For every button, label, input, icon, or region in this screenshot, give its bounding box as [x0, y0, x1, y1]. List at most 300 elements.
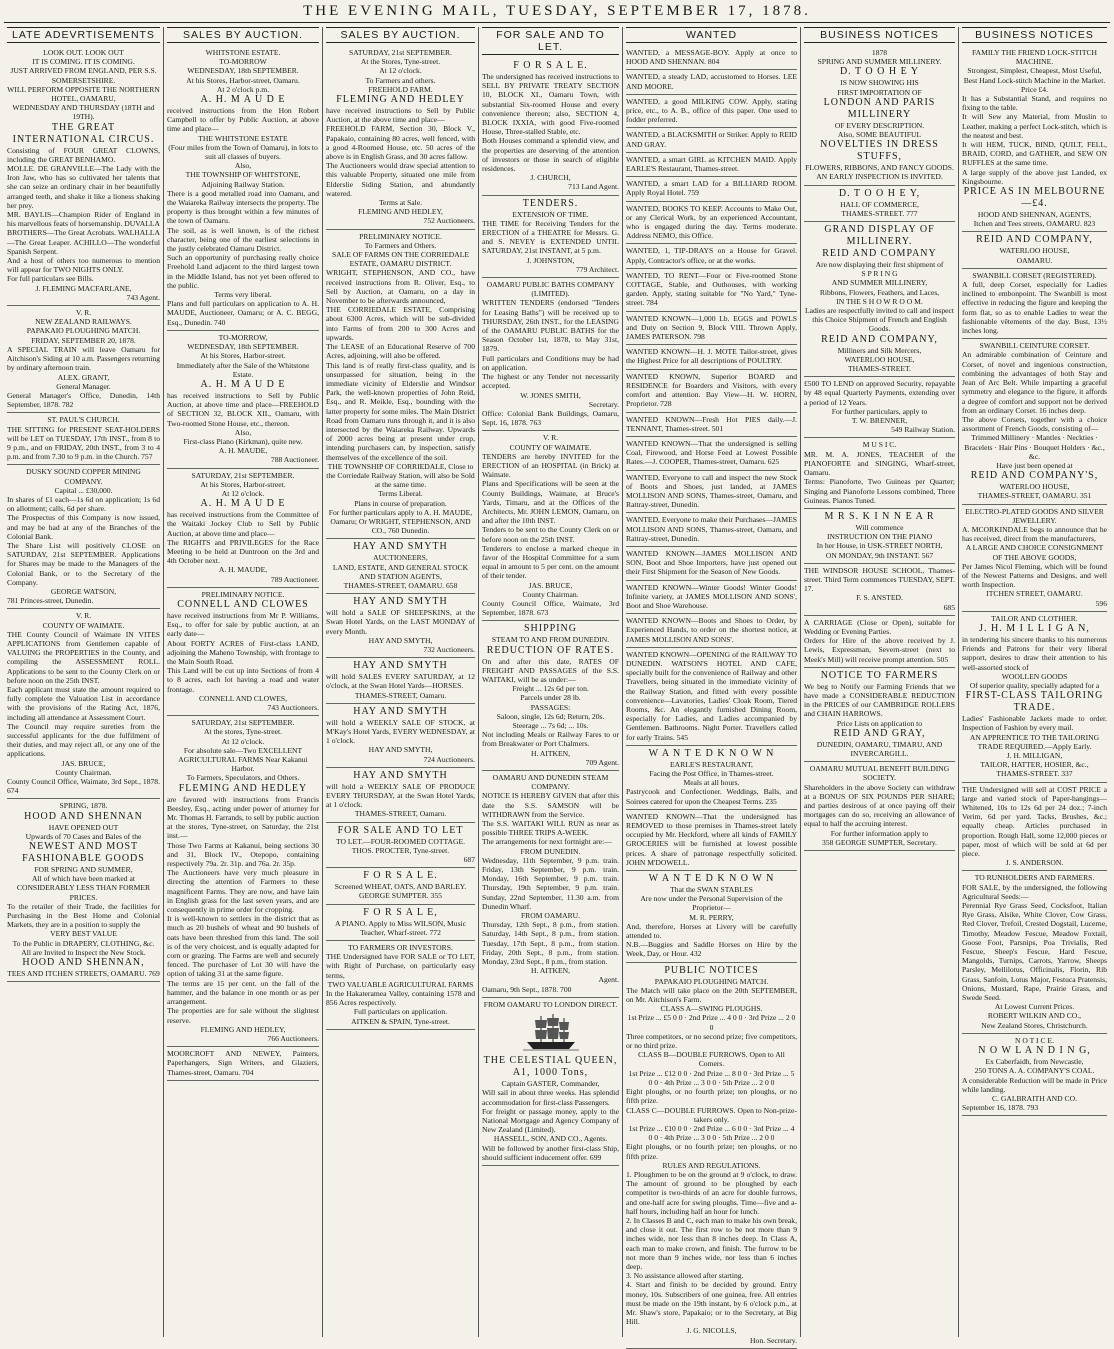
- ad-text: Terms: Pianoforte, Two Guineas per Quarter; Singing and Pianoforte Lessons combined, Three Guineas. Pianos Tuned.: [804, 477, 955, 505]
- advertisement: [167, 331, 319, 469]
- ad-text: SATURDAY, 21st SEPTEMBER.: [191, 470, 295, 480]
- ad-text: REID AND COMPANY,: [976, 234, 1093, 246]
- advertisement: [626, 471, 797, 514]
- ad-text: It has a Substantial Stand, and requires no fixing to the table.: [962, 94, 1107, 113]
- ad-text: LOOK OUT. LOOK OUT: [43, 48, 124, 57]
- ad-text: For further particulars, apply to: [831, 406, 928, 416]
- ad-text: WANTED, a smart GIRL as KITCHEN MAID. Apply EARLE'S Restaurant, Thames-street.: [626, 154, 797, 174]
- ad-text: ALEX. GRANT,: [57, 372, 110, 382]
- advertisement: [626, 177, 797, 201]
- advertisement: [626, 746, 797, 810]
- ad-text: J. G. NICOLLS,: [686, 1326, 737, 1336]
- ad-text: THE CELESTIAL QUEEN, A1, 1000 Tons,: [483, 1055, 618, 1079]
- advertisement: [326, 539, 475, 594]
- ad-text: J. S. ANDERSON.: [1005, 858, 1064, 868]
- ad-text: OAMARU PUBLIC BATHS COMPANY (LIMITED).: [486, 280, 615, 299]
- ad-text: RULES AND REGULATIONS.: [662, 1160, 761, 1170]
- ad-text: 3. No assistance allowed after starting.: [626, 1271, 744, 1281]
- ad-text: WANTED KNOWN—That the undersigned has REMOVED to those premises in Thames-street lately occupied by Mr. Heckford, where all kinds of FAMILY GROCERIES will be furnished at lowest possible prices. A share of patronage respectfully solicited. JOHN M'DOWELL.: [626, 811, 797, 867]
- ad-text: MOORCROFT AND NEWEY, Painters, Paperhangers, Sign Writers, and Glaziers, Thames-street, Oamaru. 704: [167, 1049, 319, 1077]
- masthead: THE EVENING MAIL, TUESDAY, SEPTEMBER 17, 1878.: [303, 3, 811, 19]
- advertisement: [626, 95, 797, 129]
- ad-text: COUNTY OF WAIMATE.: [509, 442, 592, 452]
- ad-text: About FORTY ACRES of First-class LAND, adjoining the Maheno Township, with frontage to the Main South Road.: [167, 638, 319, 666]
- advertisement: [804, 377, 955, 438]
- ad-text: FIRST-CLASS TAILORING TRADE.: [965, 690, 1104, 714]
- ad-text: Meals at all hours.: [683, 778, 740, 788]
- ad-text: SALE OF FARMS ON THE CORRIEDALE ESTATE, OAMARU DISTRICT.: [331, 250, 470, 269]
- advertisement: [482, 278, 619, 431]
- ad-text: FIRST IMPORTATION OF: [837, 87, 922, 97]
- ad-text: J. CHURCH,: [530, 173, 571, 183]
- ad-text: The soil, as is well known, is of the richest character, being one of the earliest selections in the justly celebrated Oamaru District.: [167, 225, 319, 254]
- advertisement: [626, 153, 797, 177]
- ad-text: GEORGE WATSON,: [50, 586, 117, 596]
- ad-text: On and after this date, RATES OF FREIGHT AND PASSAGES of the S.S. WAITAKI, will be as under:—: [482, 656, 619, 684]
- ad-text: SATURDAY, 21st SEPTEMBER.: [349, 48, 452, 57]
- ad-text: IN THE S H O W R O O M.: [836, 296, 923, 306]
- ad-text: C. GALBRAITH AND CO.: [991, 1093, 1077, 1103]
- ad-text: WOOLLEN GOODS: [1001, 671, 1068, 681]
- ad-text: Plans and Specifications will be seen at the County Buildings, Waimate, at Bruce's Yards, Timaru, and at the Offices of the Architects, Mr. JOHN LEMON, Oamaru, on and after the 10th INST.: [482, 479, 619, 526]
- ad-text: The arrangements for next fortnight are:—: [482, 837, 612, 847]
- ad-text: WHITSTONE ESTATE.: [205, 48, 281, 57]
- advertisement: [804, 564, 955, 616]
- ad-text: A SPECIAL TRAIN will leave Oamaru for Aitchison's Siding at 10 a.m. Passengers returning by ordinary afternoon train.: [7, 344, 160, 373]
- ad-text: At Lowest Current Prices.: [994, 1002, 1075, 1012]
- ad-text: Three competitors, or no second prize; five competitors, or no third prize.: [626, 1031, 797, 1051]
- ad-text: WATERLOO HOUSE,: [999, 482, 1070, 492]
- ad-text: JAS. BRUCE,: [61, 758, 106, 768]
- ad-text: PAPAKAIO PLOUGHING MATCH.: [654, 976, 769, 986]
- ad-text: FLOWERS, RIBBONS, AND FANCY GOODS.: [805, 163, 954, 173]
- advertisement: [804, 222, 955, 377]
- ad-text: The S.S. WAITAKI WILL RUN as near as possible THREE TRIPS A-WEEK.: [482, 819, 619, 838]
- ad-text: WANTED KNOWN—OPENING of the RAILWAY TO DUNEDIN. WATSON'S HOTEL AND CAFE, specially built for the convenience of Railway and other Travellers, being situated in the immediate vicinity of the Railway Station, and fitted with every possible convenience—Lavatories, Ladies' Cloak Room, Tiered Rooms, &c. An elegantly furnished Dining Room, especially for Ladies, and Ladies accompanied by Gentlemen. Bathrooms. Night Porter. Travellers called for early Trains. 545: [626, 649, 797, 742]
- ad-text: HAY AND SMYTH: [353, 596, 448, 608]
- advertisement: [626, 202, 797, 245]
- ad-text: A. H. M A U D E: [200, 498, 286, 510]
- ad-text: WEDNESDAY AND THURSDAY (18TH and 19TH).: [12, 103, 155, 122]
- ad-text: At the stores, Tyne-street.: [204, 727, 282, 737]
- ad-text: The Auctioneers have very much pleasure in directing the attention of Farmers to these magnificent Farms. They are now, and have lain in English grass for the last seven years, and are consequently in prime order for cropping.: [167, 868, 319, 915]
- ad-text: At 12 o'clock.: [379, 66, 422, 76]
- advertisement: [962, 232, 1107, 268]
- ad-text: WANTED KNOWN—Boots and Shoes to Order, by Experienced Hands, to order on the shortest notice, at JAMES MOLLISON AND SONS'.: [626, 616, 797, 644]
- ad-text: That the SWAN STABLES: [670, 885, 753, 895]
- column-6: [800, 27, 958, 1337]
- ad-text: HAVE OPENED OUT: [48, 822, 119, 832]
- ad-text: PRICE AS IN MELBOURNE—£4.: [963, 186, 1106, 210]
- ad-text: An admirable combination of Ceinture and Corset, of novel and ingenious construction, combining the advantages of both Stay and Jean of Arc Belt. While imparting a graceful symmetry and elegance to the figure, it affords a degree of comfort and support not be derived from an ordinary Corset. 16 inches deep.: [962, 350, 1107, 415]
- ad-text: All of which have been marked at: [32, 874, 135, 884]
- ad-text: MR. BAYLIS—Champion Rider of England in his marvellous feats of horsemanship. DUVALLA BROTHERS—The Great Acrobats. WALHALLA—The Great Leaper. ACHILLO—The wonderful Spanish Serpent.: [7, 210, 160, 256]
- ad-text: TENDERS.: [522, 197, 579, 209]
- advertisement: [804, 616, 955, 668]
- ad-text: WANTED, 1, TIP-DRAYS on a House for Gravel. Apply, Contractor's office, or at the works.: [626, 246, 797, 265]
- ad-text: A CARRIAGE (Close or Open), suitable for Wedding or Evening Parties.: [804, 617, 955, 636]
- ad-text: Such an opportunity of purchasing really choice Freehold Land adjacent to the third largest town in the Middle Island, has not yet been offered to the public.: [167, 253, 319, 290]
- ad-text: Not including Meals or Railway Fares to or from Breakwater or Port Chalmers.: [482, 730, 619, 749]
- ad-text: 713 Land Agent.: [568, 182, 619, 192]
- ad-text: To Farmers and others.: [365, 75, 436, 85]
- ad-text: Pastrycook and Confectioner. Weddings, Balls, and Soirees catered for upon the Cheapest Terms. 235: [626, 787, 797, 806]
- ad-text: At 12 o'clock.: [221, 488, 265, 498]
- ad-text: ON MONDAY, 9th INSTANT. 567: [825, 550, 934, 560]
- advertisement: [626, 547, 797, 581]
- ad-text: received instructions from the Hon Robert Campbell to offer by Public Auction, at above time and place—: [167, 106, 319, 134]
- ad-text: CLASS C—DOUBLE FURROWS. Open to Non-prize-takers only.: [626, 1105, 797, 1124]
- ad-text: The Council may require sureties from the successful applicants for the due fulfilment of their duties, and may reject all, or any one of the applications.: [7, 721, 160, 759]
- ad-text: WANTED, TO RENT—Four or Five-roomed Stone COTTAGE, Stable, and Outhouses, with working garden. Apply, stating suitable for "No Yard," Tyne-street. 784: [626, 270, 797, 308]
- advertisement: [626, 345, 797, 369]
- ad-text: WANTED KNOWN—JAMES MOLLISON AND SON, Boot and Shoe Importers, have just opened out their First Shipment for the Season of New Goods.: [626, 548, 797, 577]
- advertisement: [804, 509, 955, 564]
- ad-text: F O R S A L E.: [513, 60, 588, 71]
- ad-text: THAMES-STREET, Oamaru.: [354, 690, 447, 700]
- ad-text: First-class Piano (Kirkman), quite new.: [183, 436, 303, 446]
- advertisement: [326, 868, 475, 904]
- ad-text: FREEHOLD FARM, Section 30, Block V., Papakaio, containing 80 acres, well fenced, with a good 4-Roomed House, etc. 50 acres of the above is in English Grass, and 30 acres fallow.: [326, 124, 475, 162]
- ad-text: HAY AND SMYTH,: [368, 635, 433, 645]
- column-heading: WANTED: [626, 27, 797, 43]
- ad-text: To Farmers, Speculators, and Others.: [186, 773, 300, 783]
- ad-text: FLEMING AND HEDLEY,: [358, 207, 443, 217]
- ad-text: All are Invited to Inspect the New Stock.: [21, 947, 146, 957]
- ad-text: AN APPRENTICE TO THE TAILORING TRADE REQUIRED.—Apply Early.: [969, 732, 1100, 751]
- ad-text: MOLLE. DE GRANVILLE—The Lady with the Iron Jaw, who has so cultivated her talents that she can seize an ordinary chair in her beautifully arranged teeth, and shake it like a lioness shaking her prey.: [7, 164, 160, 210]
- ad-text: And a host of others too numerous to mention will appear for TWO NIGHTS ONLY.: [7, 256, 160, 275]
- ad-text: A considerable Reduction will be made in Price while landing.: [962, 1075, 1107, 1094]
- ad-text: will hold SALES EVERY SATURDAY, at 12 o'clock, at the Swan Hotel Yards—HORSES.: [326, 672, 475, 691]
- ad-text: LONDON AND PARIS MILLINERY: [823, 96, 936, 120]
- ad-text: 358 GEORGE SUMPTER, Secretary.: [822, 837, 937, 847]
- advertisement: [804, 186, 955, 222]
- ad-text: HAY AND SMYTH: [353, 660, 448, 672]
- ad-text: HALL OF COMMERCE,: [840, 199, 919, 209]
- advertisement: [804, 668, 955, 762]
- ad-text: Full particulars and Conditions may be had on application.: [482, 353, 619, 372]
- ad-text: FROM DUNEDIN.: [520, 846, 581, 856]
- ad-text: CONNELL AND CLOWES,: [198, 693, 288, 703]
- advertisement: [626, 648, 797, 746]
- ad-text: THAMES-STREET, OAMARU. 351: [977, 491, 1092, 501]
- ad-text: In shares of £1 each—1s 6d on application; 1s 6d on allotment; calls, 6d per share.: [7, 494, 160, 514]
- advertisement: [626, 370, 797, 413]
- ad-text: WANTED KNOWN, Superior BOARD and RESIDENCE for Boarders and Visitors, with every comfort and attention. Bay View—H. W. HORN, Proprietor. 728: [626, 371, 797, 409]
- column-heading: BUSINESS NOTICES: [962, 27, 1107, 43]
- ad-text: ELECTRO-PLATED GOODS AND SILVER JEWELLERY.: [965, 506, 1104, 525]
- advertisement: [962, 1034, 1107, 1116]
- advertisement: [7, 609, 160, 799]
- advertisement: [626, 413, 797, 437]
- ad-text: AUCTIONEERS,: [373, 553, 428, 563]
- ad-text: THAMES-STREET, OAMARU. 658: [343, 580, 458, 590]
- ad-text: THE TIME for Receiving Tenders for the ERECTION of a THEATRE for Messrs. G. and S. NEVEY is EXTENDED UNTIL SATURDAY, 21st INSTANT, at 5 p.m.: [482, 218, 619, 256]
- ad-text: V. R.: [75, 308, 92, 318]
- ad-text: REID AND COMPANY: [822, 248, 937, 260]
- ad-text: 1. Ploughmen to be on the ground at 9 o'clock, to draw. The amount of ground to be ploughed by each competitor is two-thirds of an acre for double furrows, and one-half acre for swing ploughs. Time—five and a-half hours, including half an hour for lunch.: [626, 1169, 797, 1216]
- column-heading: BUSINESS NOTICES: [804, 27, 955, 43]
- ad-text: OAMARU AND DUNEDIN STEAM COMPANY.: [492, 773, 609, 792]
- ad-text: WANTED, a MESSAGE-BOY. Apply at once to HOOD AND SHENNAN. 804: [626, 48, 797, 67]
- ad-text: 789 Auctioneer.: [270, 574, 319, 584]
- ad-text: REDUCTION OF RATES.: [486, 644, 615, 656]
- ad-text: COUNTY OF WAIMATE.: [42, 620, 125, 630]
- column-2: [163, 27, 322, 1337]
- advertisement: [482, 196, 619, 278]
- ad-text: VERY BEST VALUE: [50, 929, 117, 939]
- ad-text: are favored with instructions from Francis Beesley, Esq., acting under power of attorney for Mr. Thomas H. Farrands, to sell by public auction at the stores, Tyne-street, on Saturday, the 21st inst.—: [167, 794, 319, 841]
- ad-text: County Council Office, Waimate, 3rd September, 1878. 673: [482, 598, 619, 618]
- ad-text: WANTED, a steady LAD, accustomed to Horses. LEE AND MOORE.: [626, 72, 797, 91]
- ad-text: Saloon, single, 12s 6d; Return, 20s.: [496, 711, 605, 721]
- advertisement: [482, 621, 619, 771]
- ad-text: Trimmed Millinery · Mantles · Neckties · Bracelets · Hair Pins · Bouquet Holders · &c., &c.: [964, 433, 1105, 461]
- ad-text: HOOD AND SHENNAN: [24, 810, 143, 822]
- ad-text: FAMILY THE FRIEND LOCK-STITCH MACHINE.: [971, 48, 1098, 67]
- ad-text: There is a good metalled road into Oamaru, and the Waiareka Railway intersects the property. The property is thus brought within a few minutes of the town of Oamaru.: [167, 188, 319, 226]
- ad-text: J. H. MILLIGAN,: [1006, 751, 1063, 760]
- ad-text: FOR SALE AND TO LET: [337, 824, 464, 836]
- ad-text: To the retailer of their Trade, the facilities for Purchasing in the Best Home and Colonial Markets, they are in a position to supply the: [7, 901, 160, 930]
- ad-text: Capital ... £30,000.: [54, 485, 113, 495]
- ad-text: THE TOWNSHIP OF WHITSTONE,: [185, 170, 301, 180]
- ad-text: WANTED, Everyone to make their Purchases—JAMES MOLLISON AND SONS, Thames-street, Oamaru, and Rattray-street, Dunedin.: [626, 515, 797, 543]
- ad-text: ITCHEN STREET, OAMARU.: [986, 589, 1083, 599]
- advertisement: [626, 513, 797, 547]
- ad-text: 687: [463, 855, 475, 865]
- ad-text: REID AND GRAY,: [833, 727, 926, 739]
- ad-text: SHIPPING: [523, 623, 577, 635]
- advertisement: [626, 269, 797, 312]
- ad-text: PRELIMINARY NOTICE.: [201, 589, 285, 599]
- ad-text: CONSIDERABLY LESS THAN FORMER PRICES.: [16, 883, 151, 902]
- ad-text: At the Stores, Tyne-street.: [360, 57, 441, 67]
- ad-text: For absolute sale—Two EXCELLENT AGRICULTURAL FARMS Near Kakanui Harbor.: [178, 745, 308, 774]
- ad-text: A PIANO. Apply to Miss WILSON, Music Teacher, Wharf-street. 772: [334, 918, 467, 937]
- ad-text: EXTENSION OF TIME.: [512, 209, 589, 219]
- column-5: [622, 27, 800, 1345]
- ad-text: SWANBILL CEINTURE CORSET.: [979, 341, 1090, 351]
- ad-text: Those Two Farms at Kakanui, being sections 30 and 31, Block IV., Otepopo, containing respectively 79a. 2r. 31p. and 76a. 2r. 35p.: [167, 840, 319, 869]
- advertisement: [804, 438, 955, 508]
- ad-text: DUNEDIN, OAMARU, TIMARU, AND INVERCARGILL.: [816, 739, 943, 758]
- advertisement: [626, 581, 797, 615]
- ad-text: T. W. BRENNER,: [851, 416, 908, 426]
- ad-text: The terms are 15 per cent. on the fall of the hammer, and the balance in one month or as per arrangement.: [167, 978, 319, 1007]
- ad-text: The undersigned has received instructions to SELL BY PRIVATE TREATY SECTION 10, BLOCK XI., Oamaru Town, with substantial Six-roomed House and every convenience thereon; also, SECTION 4, BLOCK IXXIA, with good Five-roomed House, Three-stalled Stable, etc.: [482, 72, 619, 137]
- ad-text: THAMES-STREET. 337: [996, 769, 1073, 779]
- column-heading: LATE ADEVRTISEMENTS: [7, 27, 160, 43]
- ad-text: 250 TONS A. A. COMPANY'S COAL.: [974, 1066, 1095, 1076]
- ad-text: THE County Council of Waimate IN VITES APPLICATIONS from Gentlemen capable of VALUING the PROPERTIES in the County, and compiling the ASSESSMENT ROLL. Applications to be sent to the County Clerk on or before noon on the 25th INST.: [7, 629, 160, 685]
- ad-text: At 2 o'clock p.m.: [216, 84, 270, 94]
- column-heading: SALES BY AUCTION.: [326, 27, 475, 43]
- advertisement: [326, 768, 475, 823]
- ad-text: FREEHOLD FARM.: [368, 84, 433, 94]
- ad-text: GEORGE SUMPTER. 355: [359, 891, 442, 901]
- ad-text: will hold a WEEKLY SALE OF STOCK, at M'Kay's Hotel Yards, EVERY WEDNESDAY, at 1 o'clock.: [326, 717, 475, 746]
- ad-text: HOOD AND SHENNAN,: [22, 957, 145, 969]
- ad-text: 1st Prize ... £10 0 0 · 2nd Prize ... 6 0 0 · 3rd Prize ... 4 0 0 · 4th Prize ... 3 0 0 · 5th Prize ... 2 0 0: [628, 1123, 795, 1143]
- ad-text: M R S. K I N N E A R: [824, 510, 935, 522]
- ad-text: NOTICE IS HEREBY GIVEN that after this date the S.S. SAMSON will be WITHDRAWN from the Service.: [482, 791, 619, 819]
- ad-text: V. R.: [542, 433, 559, 443]
- ad-text: MR. M. A. JONES, TEACHER of the PIANOFORTE and SINGING, Wharf-street, Oamaru.: [804, 449, 955, 478]
- ad-text: For further information apply to: [830, 828, 929, 838]
- ad-text: J. JOHNSTON,: [526, 255, 575, 265]
- ad-text: 781 Princes-street, Dunedin.: [7, 596, 94, 606]
- ad-text: CONNELL AND CLOWES: [177, 598, 309, 610]
- advertisement: [482, 998, 619, 1166]
- ad-text: It will Sew any Material, from Muslin to Leather, making a perfect Lock-stitch, which is the neatest and best.: [962, 112, 1107, 140]
- ad-text: TWO VALUABLE AGRICULTURAL FARMS: [327, 979, 474, 989]
- ad-text: 2. In Classes B and C, each man to make his own break, and close it out. The first row to be not more than 9 inches wide, nor less than 8 inches deep. In Class A, each man to make crown, and finish. The furrow to be not more than 9 inches wide, nor less than 6 inches deep.: [626, 1215, 797, 1271]
- ad-text: THE Undersigned will sell at COST PRICE a large and varied stock of Paper-hangings—Whitened, 10s to 12s 6d per 24 doz.; 7-inch Verim, 6d per yard. Tacks, Brushes, &c.; equally cheap. Articles purchased in proportion. Rough Hall, some 12,000 pieces or paper, most of which will be sold at 6d per piece.: [962, 784, 1107, 859]
- advertisement: [804, 46, 955, 186]
- ad-text: To the Public in DRAPERY, CLOTHING, &c.: [12, 938, 155, 948]
- advertisement: [167, 469, 319, 588]
- ad-text: M. R. PERRY,: [689, 912, 734, 922]
- ad-text: Ladies' Fashionable Jackets made to order. Inspection of Fashion by every mail.: [962, 714, 1107, 733]
- ad-text: FLEMING AND HEDLEY,: [200, 1024, 286, 1034]
- ad-text: The LEASE of an Educational Reserve of 700 Acres, adjoining, will also be offered.: [326, 342, 475, 361]
- ad-text: IS NOW SHOWING HIS: [840, 78, 919, 88]
- ad-text: 685: [943, 602, 955, 612]
- ad-text: PRELIMINARY NOTICE.: [359, 231, 442, 241]
- ad-text: SPRING AND SUMMER MILLINERY.: [817, 57, 942, 67]
- ad-text: WANTED KNOWN—Fresh Hot PIES daily.—J. TENNANT, Thames-street. 501: [626, 414, 797, 433]
- ad-text: 766 Auctioneers.: [267, 1033, 319, 1043]
- ad-text: TAILOR, HATTER, HOSIER, &c.,: [980, 760, 1089, 770]
- ad-text: V. R.: [75, 611, 92, 621]
- advertisement: [326, 230, 475, 540]
- advertisement: [962, 339, 1107, 504]
- ad-text: THE WINDSOR HOUSE SCHOOL, Thames-street. Third Term commences TUESDAY, SEPT. 17.: [804, 565, 955, 594]
- ad-text: The Auctioneers would draw special attention to this valuable Property, situated one mile from Elderslie Siding Station, and abundantly watered.: [326, 161, 475, 198]
- ad-text: OAMARU MUTUAL BENEFIT BUILDING SOCIETY.: [809, 764, 950, 783]
- ad-text: WANTED, a good MILKING COW. Apply, stating price, etc., to A. B., office of this paper. One used to fodder preferred.: [626, 96, 797, 125]
- ad-text: HASSELL, SON, AND CO., Agents.: [493, 1134, 608, 1144]
- ad-text: TENDERS are hereby INVITED for the ERECTION of an HOSPITAL (in Brick) at Waimate.: [482, 451, 619, 480]
- ad-text: At 12 o'clock.: [221, 736, 265, 746]
- ad-text: 1st Prize ... £12 0 0 · 2nd Prize ... 8 0 0 · 3rd Prize ... 5 0 0 · 4th Prize ... 3 0 0 · 5th Prize ... 2 0 0: [628, 1068, 795, 1087]
- ad-text: has received instructions to Sell by Public Auction, at above time and place—FREEHOLD of SECTION 32, BLOCK XII., Oamaru, with Two-roomed Stone House, etc., thereon.: [167, 390, 319, 428]
- ad-text: Eight ploughs, or no fourth prize; ten ploughs, or no fifth prize.: [626, 1087, 797, 1106]
- ad-text: J. FLEMING MACFARLANE,: [35, 283, 132, 293]
- ad-text: September 16, 1878. 793: [962, 1103, 1039, 1113]
- ad-text: F O R S A L E.: [363, 870, 438, 882]
- advertisement: [326, 905, 475, 941]
- ad-text: REID AND COMPANY,: [821, 333, 938, 345]
- ad-text: NEW ZEALAND RAILWAYS.: [35, 317, 132, 327]
- ad-text: For further particulars apply to A. H. MAUDE, Oamaru; Or WRIGHT, STEPHENSON, AND CO., 760 Dunedin.: [328, 507, 473, 536]
- ad-text: TO-MORROW,: [218, 332, 268, 342]
- ad-text: 596: [1095, 598, 1107, 608]
- ad-text: REID AND COMPANY'S,: [970, 470, 1099, 482]
- ad-text: D. T O O H E Y: [839, 66, 920, 78]
- ad-text: Ladies are respectfully invited to call and inspect this Choice Shipment of French and English Goods.: [804, 306, 955, 334]
- ad-text: have received instructions to Sell by Public Auction, at the above time and place—: [326, 106, 475, 125]
- ad-text: D. T O O H E Y,: [838, 187, 921, 199]
- ad-text: WANTED, a smart LAD for a BILLIARD ROOM. Apply Royal Hotel. 759: [626, 179, 797, 198]
- ad-text: THE SITTING for PRESENT SEAT-HOLDERS will be LET on TUESDAY, 17th INST., from 8 to 9 p.m., and on FRIDAY, 20th INST., from 3 to 4 p.m. and from 7.30 to 9 p.m. in the Church. 757: [7, 424, 160, 462]
- ad-text: THE Undersigned have FOR SALE or TO LET, with Right of Purchase, on particularly easy terms,: [326, 952, 475, 980]
- ad-text: 752 Auctioneers.: [423, 216, 475, 226]
- ad-text: WANTED KNOWN—1,000 Lb. EGGS and POWLS and Duty on Section 9, Block VIII. Thrown Apply, JAMES PATERSON. 798: [626, 313, 797, 342]
- advertisement: [962, 505, 1107, 612]
- advertisement: [482, 431, 619, 621]
- ad-text: Tenders to be sent to the County Clerk on or before noon on the 25th INST.: [482, 525, 619, 544]
- ad-text: Ex Caberfaidh, from Newcastle,: [985, 1057, 1084, 1067]
- ad-text: DUSKY SOUND COPPER MINING COMPANY.: [26, 467, 141, 486]
- advertisement: [7, 306, 160, 413]
- ad-text: Have just been opened at: [996, 460, 1073, 470]
- ad-text: THAMES-STREET.: [848, 364, 911, 374]
- ad-text: Oamaru, 9th Sept., 1878. 700: [482, 984, 572, 994]
- ad-text: F. S. ANSTED.: [856, 593, 903, 603]
- ad-text: EARLE'S RESTAURANT,: [670, 759, 753, 769]
- ad-text: New Zealand Stores, Christchurch.: [981, 1020, 1088, 1030]
- ad-text: Each applicant must state the amount required to fully complete the Valuation List in accordance with the provisions of the Rating Act, 1876, including all attendance at Assessment Court.: [7, 685, 160, 722]
- advertisement: [482, 771, 619, 998]
- ad-text: AND SUMMER MILLINERY,: [831, 278, 928, 288]
- ad-text: And, therefore, Horses at Livery will be carefully attended to.: [626, 921, 797, 941]
- advertisement: [326, 594, 475, 658]
- ad-text: WEDNESDAY, 18th SEPTEMBER.: [187, 66, 299, 76]
- ad-text: Will be followed by another first-class Ship, should sufficient inducement offer. 699: [482, 1143, 619, 1162]
- ad-text: THE GREAT INTERNATIONAL CIRCUS.: [12, 121, 155, 145]
- ad-text: A large supply of the above just Landed, ex Kingsbourne.: [962, 167, 1107, 186]
- ad-text: N.B.—Buggies and Saddle Horses on Hire by the Week, Day, or Hour. 432: [626, 940, 797, 959]
- ad-text: HOOD AND SHENNAN, AGENTS,: [977, 210, 1092, 220]
- ad-text: WRIGHT, STEPHENSON, AND CO., have received instructions from R. Oliver, Esq., to Sell by Auction, at Oamaru, on a day in November to be afterwards announced,: [326, 268, 475, 306]
- advertisement: [626, 437, 797, 471]
- ad-text: AN EARLY INSPECTION IS INVITED.: [816, 172, 943, 182]
- ad-text: This Land will be cut up into Sections of from 4 to 8 acres, each lot having a road and water frontage.: [167, 666, 319, 694]
- ad-text: TAILOR AND CLOTHIER.: [991, 613, 1078, 623]
- ad-text: At his Stores, Harbor-street.: [200, 479, 286, 489]
- ad-text: NOVELTIES IN DRESS STUFFS,: [820, 139, 939, 163]
- ad-text: SATURDAY, 21st SEPTEMBER.: [191, 718, 295, 728]
- ad-text: Are now under the Personal Supervision of the Proprietor—: [640, 894, 783, 913]
- ad-text: TO FARMERS OR INVESTORS.: [348, 943, 453, 953]
- ad-text: General Manager.: [56, 381, 111, 391]
- advertisement: [626, 46, 797, 70]
- ad-text: Will sail in about three weeks. Has splendid accommodation for first-class Passengers.: [482, 1088, 619, 1107]
- ad-text: The RIGHTS and PRIVILEGES for the Race Meeting to be held at Duntroon on the 3rd and 4th October next.: [167, 537, 319, 566]
- ad-text: SWANBILL CORSET (REGISTERED).: [972, 270, 1097, 280]
- ad-text: To Farmers and Others.: [364, 240, 437, 250]
- ad-text: A. MCORKINDALE begs to announce that he has received, direct from the manufacturers,: [962, 524, 1107, 544]
- ad-text: INSTRUCTION ON THE PIANO: [826, 532, 933, 542]
- ad-text: has received instructions from the Committee of the Waitaki Jockey Club to Sell by Public Auction, at above time and place—: [167, 510, 319, 538]
- ad-text: M U S I C.: [862, 440, 897, 450]
- ad-text: IT IS COMING. IT IS COMING.: [32, 57, 135, 67]
- ad-text: WRITTEN TENDERS (endorsed "Tenders for Leasing Baths") will be received up to THURSDAY, 26th INST., for the LEASING of the OAMARU PUBLIC BATHS for the Season October 1st, 1878, to May 31st, 1879.: [482, 298, 619, 354]
- advertisement: [962, 46, 1107, 232]
- ad-text: W. JONES SMITH,: [520, 390, 581, 400]
- ad-text: H. AITKEN,: [530, 966, 571, 976]
- ad-text: 779 Architect.: [575, 264, 619, 274]
- ad-text: The Prospectus of this Company is now issued, and may be had at any of the Branches of the Colonial Bank.: [7, 513, 160, 541]
- ad-text: 743 Agent.: [126, 292, 160, 302]
- ad-text: STEAM TO AND FROM DUNEDIN.: [491, 635, 610, 645]
- ad-text: £500 TO LEND on approved Security, repayable by 48 equal Quarterly Payments, extending over a period of 12 Years.: [804, 379, 955, 407]
- ad-text: A. H. MAUDE,: [218, 565, 268, 575]
- ad-text: Consisting of FOUR GREAT CLOWNS, including the GREAT BENHAMO.: [7, 145, 160, 164]
